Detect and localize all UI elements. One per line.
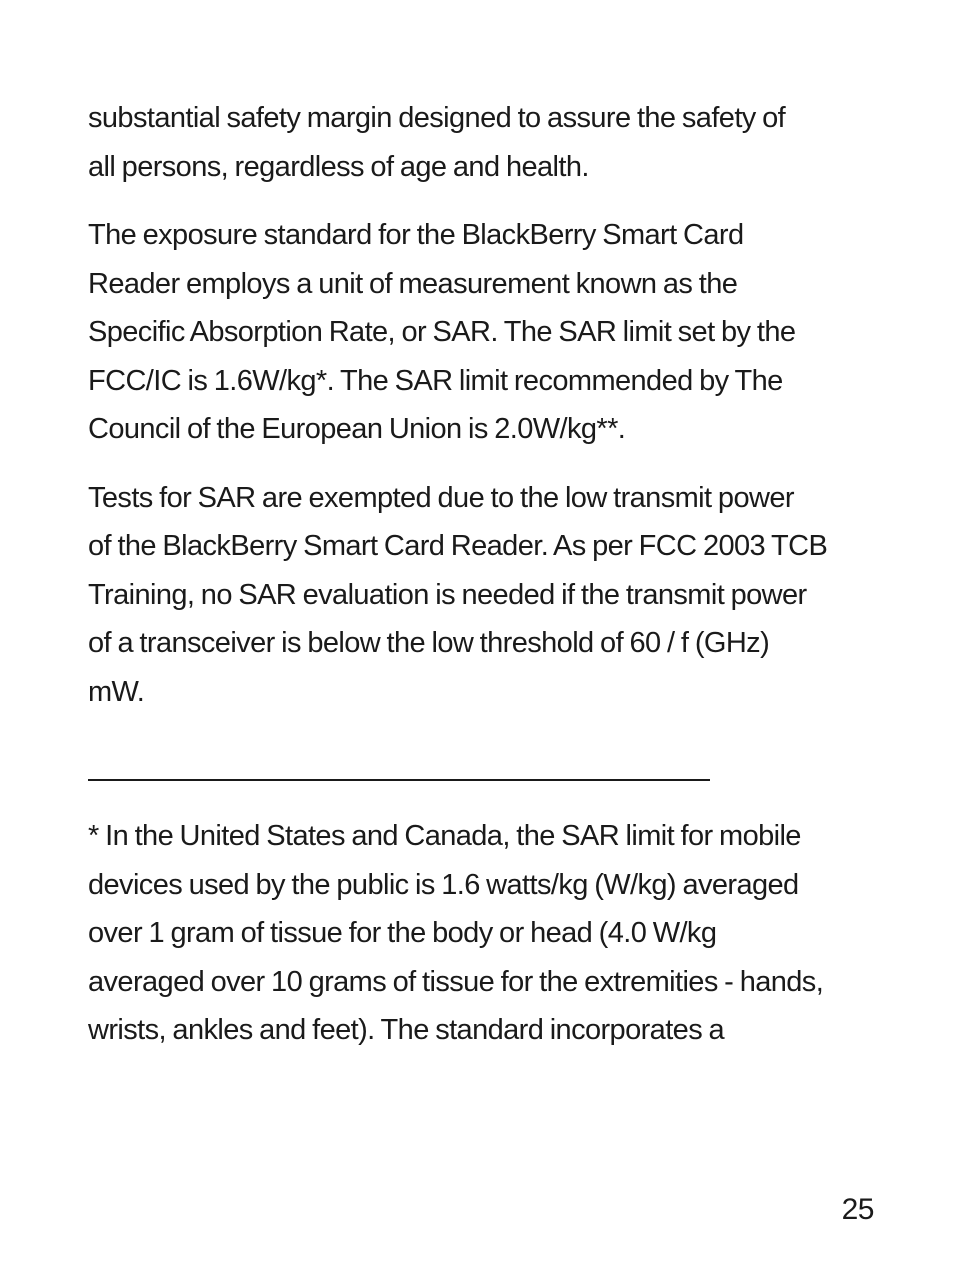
page-number: 25 [841, 1193, 874, 1226]
paragraph-safety-margin [88, 94, 888, 191]
text-line: The exposure standard for the BlackBerry Smart Card [88, 219, 744, 251]
text-line: Specific Absorption Rate, or SAR. The SAR limit set by the [88, 316, 796, 348]
text-line: substantial safety margin designed to assure the safety of [88, 102, 786, 134]
body-text [88, 94, 888, 736]
text-line: Council of the European Union is 2.0W/kg**. [88, 413, 626, 445]
paragraph-sar-tests [88, 474, 888, 717]
text-line: of the BlackBerry Smart Card Reader. As per FCC 2003 TCB [88, 530, 828, 562]
footnote-divider [88, 779, 710, 781]
footnote-line: * In the United States and Canada, the SAR limit for mobile [88, 820, 801, 852]
footnote-line: devices used by the public is 1.6 watts/kg (W/kg) averaged [88, 868, 799, 901]
footnote [88, 812, 888, 1055]
text-line: mW. [88, 675, 145, 708]
footnote-line: averaged over 10 grams of tissue for the extremities - hands, [88, 965, 824, 998]
text-line: all persons, regardless of age and health. [88, 150, 589, 183]
text-line: FCC/IC is 1.6W/kg*. The SAR limit recommended by The [88, 364, 783, 397]
text-line: Reader employs a unit of measurement known as the [88, 267, 738, 300]
text-line: Training, no SAR evaluation is needed if the transmit power [88, 578, 807, 611]
paragraph-exposure-standard [88, 211, 888, 454]
text-line: Tests for SAR are exempted due to the low transmit power [88, 481, 794, 514]
footnote-line: wrists, ankles and feet). The standard incorporates a [88, 1014, 725, 1046]
text-line: of a transceiver is below the low threshold of 60 / f (GHz) [88, 627, 770, 659]
footnote-line: over 1 gram of tissue for the body or head (4.0 W/kg [88, 917, 717, 949]
